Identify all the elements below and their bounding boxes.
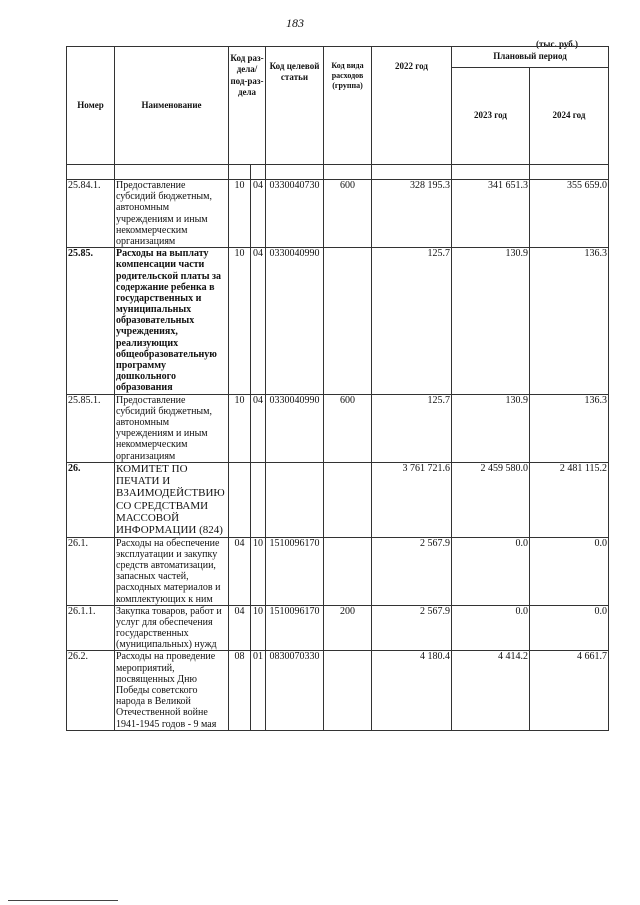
footer-rule (8, 900, 118, 901)
units-note: (тыс. руб.) (536, 39, 578, 49)
row-target-code: 0330040990 (266, 394, 324, 462)
row-value-2023: 130.9 (452, 248, 530, 394)
row-name: Закупка товаров, работ и услуг для обеспечения государственных (муниципальных) нужд (115, 605, 229, 651)
row-number: 25.85. (67, 248, 115, 394)
row-target-code: 0330040990 (266, 248, 324, 394)
row-expense-type: 200 (324, 605, 372, 651)
row-value-2024: 136.3 (530, 248, 609, 394)
row-target-code (266, 462, 324, 537)
page-number: 183 (286, 16, 304, 30)
row-razdel: 08 (229, 651, 251, 730)
row-name: Расходы на проведение мероприятий, посвященных Дню Победы советского народа в Великой Отечественной войне 1941-1945 годов - 9 мая (115, 651, 229, 730)
row-value-2024: 4 661.7 (530, 651, 609, 730)
row-razdel (229, 462, 251, 537)
blank-row (67, 165, 609, 180)
row-razdel: 04 (229, 537, 251, 605)
header-number: Номер (67, 47, 115, 165)
row-name: Предоставление субсидий бюджетным, автономным учреждениям и иным некоммерческим организациям (115, 180, 229, 248)
row-value-2022: 2 567.9 (372, 537, 452, 605)
row-target-code: 1510096170 (266, 605, 324, 651)
table-row (67, 651, 609, 730)
table-row (67, 462, 609, 537)
table-row (67, 605, 609, 651)
row-name: Расходы на выплату компенсации части родительской платы за содержание ребенка в государственных и муниципальных образовательных учреждениях, реализующих общеобразовательную программу дошкольного образования (115, 248, 229, 394)
row-value-2023: 0.0 (452, 537, 530, 605)
header-target-code: Код целевой статьи (266, 47, 324, 165)
table-row (67, 537, 609, 605)
row-value-2023: 4 414.2 (452, 651, 530, 730)
row-number: 26.2. (67, 651, 115, 730)
header-name: Наименование (115, 47, 229, 165)
table-row (67, 180, 609, 248)
header-section-code: Код раз-дела/ под-раз-дела (229, 47, 266, 165)
row-target-code: 0330040730 (266, 180, 324, 248)
row-podrazdel: 01 (251, 651, 266, 730)
row-number: 25.84.1. (67, 180, 115, 248)
table-row (67, 394, 609, 462)
row-podrazdel: 10 (251, 537, 266, 605)
row-expense-type (324, 462, 372, 537)
row-razdel: 10 (229, 180, 251, 248)
row-expense-type (324, 537, 372, 605)
row-razdel: 04 (229, 605, 251, 651)
row-podrazdel: 04 (251, 394, 266, 462)
row-value-2023: 0.0 (452, 605, 530, 651)
row-value-2024: 0.0 (530, 537, 609, 605)
row-value-2022: 125.7 (372, 394, 452, 462)
row-expense-type (324, 651, 372, 730)
row-value-2024: 0.0 (530, 605, 609, 651)
row-value-2022: 328 195.3 (372, 180, 452, 248)
row-value-2024: 136.3 (530, 394, 609, 462)
row-value-2022: 2 567.9 (372, 605, 452, 651)
row-expense-type: 600 (324, 180, 372, 248)
header-year-2024: 2024 год (530, 68, 609, 165)
row-value-2024: 2 481 115.2 (530, 462, 609, 537)
row-podrazdel: 10 (251, 605, 266, 651)
row-value-2022: 3 761 721.6 (372, 462, 452, 537)
header-planned-period: Плановый период (452, 47, 609, 68)
row-name: КОМИТЕТ ПО ПЕЧАТИ И ВЗАИМОДЕЙСТВИЮ СО СРЕДСТВАМИ МАССОВОЙ ИНФОРМАЦИИ (824) (115, 462, 229, 537)
row-podrazdel: 04 (251, 248, 266, 394)
header-expense-type-code: Код вида расходов (группа) (324, 47, 372, 165)
row-number: 26.1.1. (67, 605, 115, 651)
row-number: 26. (67, 462, 115, 537)
row-value-2022: 125.7 (372, 248, 452, 394)
row-value-2024: 355 659.0 (530, 180, 609, 248)
row-number: 26.1. (67, 537, 115, 605)
row-podrazdel (251, 462, 266, 537)
row-value-2023: 130.9 (452, 394, 530, 462)
row-razdel: 10 (229, 394, 251, 462)
row-number: 25.85.1. (67, 394, 115, 462)
row-name: Предоставление субсидий бюджетным, автономным учреждениям и иным некоммерческим организациям (115, 394, 229, 462)
row-razdel: 10 (229, 248, 251, 394)
row-expense-type: 600 (324, 394, 372, 462)
header-year-2022: 2022 год (372, 47, 452, 165)
row-target-code: 1510096170 (266, 537, 324, 605)
budget-table (66, 46, 609, 731)
row-name: Расходы на обеспечение эксплуатации и закупку средств автоматизации, запасных частей, расходных материалов и комплектующих к ним (115, 537, 229, 605)
table-row (67, 248, 609, 394)
row-expense-type (324, 248, 372, 394)
row-value-2023: 2 459 580.0 (452, 462, 530, 537)
row-value-2022: 4 180.4 (372, 651, 452, 730)
row-value-2023: 341 651.3 (452, 180, 530, 248)
row-target-code: 0830070330 (266, 651, 324, 730)
header-year-2023: 2023 год (452, 68, 530, 165)
row-podrazdel: 04 (251, 180, 266, 248)
